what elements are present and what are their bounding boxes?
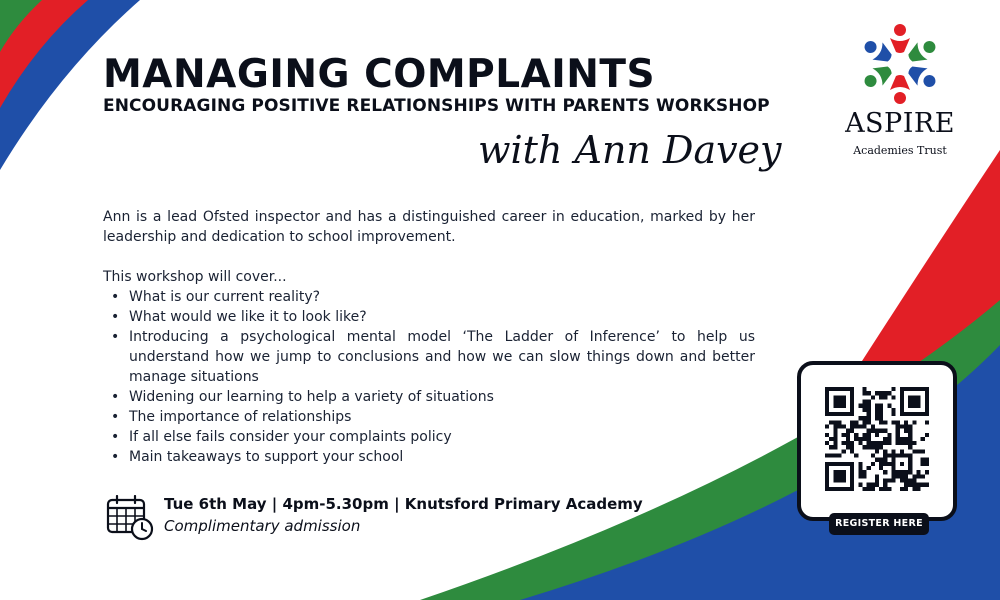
page-title: MANAGING COMPLAINTS bbox=[103, 52, 656, 97]
event-details: Tue 6th May | 4pm-5.30pm | Knutsford Primary Academy bbox=[164, 495, 643, 513]
topic-list bbox=[103, 287, 755, 467]
list-item: • Widening our learning to help a variety of situations bbox=[129, 387, 755, 407]
list-item: • Introducing a psychological mental model ‘The Ladder of Inference’ to help us understand how we jump to conclusions and how we can slow things down and better manage situations bbox=[129, 327, 755, 387]
list-item: • If all else fails consider your complaints policy bbox=[129, 427, 755, 447]
event-admission: Complimentary admission bbox=[164, 517, 361, 535]
cover-heading: This workshop will cover... bbox=[103, 269, 287, 285]
logo-subtitle: Academies Trust bbox=[853, 144, 947, 157]
list-item: • What is our current reality? bbox=[129, 287, 755, 307]
event-info bbox=[106, 493, 706, 543]
register-button[interactable]: REGISTER HERE bbox=[829, 513, 929, 535]
logo-name: ASPIRE bbox=[845, 108, 955, 139]
qr-code-icon bbox=[825, 387, 929, 491]
aspire-logo bbox=[840, 20, 960, 160]
list-item: • Main takeaways to support your school bbox=[129, 447, 755, 467]
list-item: • The importance of relationships bbox=[129, 407, 755, 427]
presenter-name: with Ann Davey bbox=[478, 128, 782, 172]
intro-text: Ann is a lead Ofsted inspector and has a distinguished career in education, marked by her leadership and dedication to school improvement. bbox=[103, 209, 755, 245]
list-item: • What would we like it to look like? bbox=[129, 307, 755, 327]
people-circle-logo-icon bbox=[856, 20, 944, 108]
calendar-clock-icon bbox=[106, 495, 154, 541]
qr-code-card[interactable] bbox=[797, 361, 957, 521]
description bbox=[103, 207, 755, 467]
page-subtitle: ENCOURAGING POSITIVE RELATIONSHIPS WITH PARENTS WORKSHOP bbox=[103, 96, 770, 116]
